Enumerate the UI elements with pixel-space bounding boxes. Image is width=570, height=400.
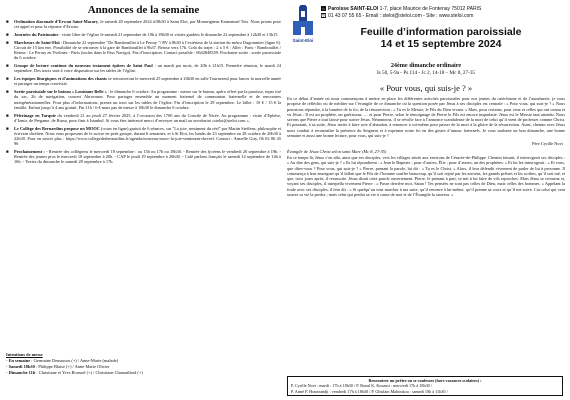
phone-icon: ☎	[321, 12, 326, 18]
announcement-head: Pèlerinage en Turquie	[14, 112, 56, 118]
announcement-head: Prochainement :	[14, 149, 45, 155]
announcement-item	[6, 89, 281, 110]
announcement-item	[6, 126, 281, 147]
announcement-head: Sortie paroissiale sur le bateau « Louisiane Belle »	[14, 89, 107, 95]
sunday-readings: Is 50, 5-9a - Ps 114 - Jc 2, 14-18 – Mc 8, 27-35	[376, 69, 476, 76]
announcement-item	[6, 32, 281, 37]
parish-info	[321, 6, 561, 19]
parish-name: Paroisse SAINT-ELOI	[328, 6, 379, 12]
intention-row: - Dimanche 11h : Christiane et Yves Roussel (+) / Christiane Chamaillard (+)	[6, 370, 143, 375]
announcement-item	[6, 40, 281, 61]
announcement-item	[6, 63, 281, 73]
announcement-text: : un mardi par mois, de 20h à 21h15. Première réunion, le mardi 24 septembre. Des tracts sont à votre disposition sur les tables de l’église.	[14, 63, 281, 74]
intention-label: Dimanche 11h	[8, 370, 36, 375]
editorial-signature: Père Cyrille Novi	[532, 141, 563, 147]
intention-text: : Christiane et Yves Roussel (+) / Christiane Chamaillard (+)	[35, 370, 143, 375]
parish-header	[287, 3, 565, 59]
announcements-column	[6, 4, 281, 398]
announcements-title: Annonces de la semaine	[87, 4, 200, 16]
bulletin-title	[321, 26, 561, 50]
announcement-head: Les équipes liturgiques et d’animations des chants	[14, 76, 107, 82]
church-icon	[289, 5, 317, 45]
intention-text: : Germaine Demassou (+) / Anne-Marie (malade)	[30, 358, 119, 363]
announcement-head: Groupe de lecture continue du nouveau testament épitres de Saint Paul	[14, 63, 153, 69]
announcement-head: Le Collège des Bernardins propose un MOOC	[14, 125, 100, 131]
parish-address: 1-7, place Maurice de Fontenay 75012 PARIS	[378, 6, 482, 12]
meet-priest-title: Rencontrer un prêtre ou se confesser (hors vacances scolaires) :	[368, 377, 482, 383]
mass-intentions	[6, 352, 186, 376]
editorial-quote: « Pour vous, qui suis-je ? »	[379, 83, 473, 94]
info-column	[287, 3, 565, 398]
announcement-text: : visite libre de l’église le samedi 21 septembre de 10h à 18h30 et visites guidées le dimanche 22 septembre à 12h30 et 13h15.	[58, 32, 279, 37]
bulletin-dates: 14 et 15 septembre 2024	[380, 38, 502, 50]
sunday-box	[329, 61, 523, 78]
announcement-text: du vendredi 21 au jeudi 27 février 2025, à l’occasion des 1700 ans du Concile de Nicée. Au programme : visite d’Ephèse, d’Izmir, de Pergame, de Bursa, pour finir à Istanbul. Si vous êtes intéressé merci d’envoyer un mail au secrétariat »steloi@steloi.com ».	[14, 112, 281, 123]
parish-contact: 01 43 07 55 65 - Email : steloi@steloi.com - Site : www.steloi.com	[328, 12, 474, 19]
announcement-item	[6, 149, 281, 165]
sunday-name: 24ème dimanche ordinaire	[390, 62, 462, 69]
intention-row: - En semaine : Germaine Demassou (+) / Anne-Marie (malade)	[6, 358, 119, 363]
announcement-text: (cours en ligne) gratuit de 6 séances, sur "La joie, sentiment du réel" par Martin Steffens, philosophe et écrivain chrétien. Nous vous proposons de le suivre en petit groupe, durant 6 semaines, et à St Eloi, les lundis du 23 septembre au 28 octobre de 20h30 à 22h30. Pour en savoir plus : https://www.collegedesbernardins.fr/agenda/nouveau-mooc-la-joie-sentiment-du-reel. Contact : Armelle Giry, 06 02 86 45 96	[14, 125, 281, 147]
intention-row: - Samedi 18h30 : Philippe Blaise (+) / Anne-Marie Olivier	[6, 364, 110, 369]
gospel-text: En ce temps-là, Jésus s’en alla, ainsi que ses disciples, vers les villages situés aux environs de Césarée-de-Philippe. Chemin faisant, il interrogeait ses disciples : « Au dire des gens, qui suis-je ? » Ils lui répondirent : « Jean le Baptiste ; pour d’autres, Élie ; pour d’autres, un des prophètes. » Et lui les interrogeait : « Et vous, que dites-vous ? Pour vous, qui suis-je ? » Pierre, prenant la parole, lui dit : « Tu es le Christ. » Alors, il leur défendit vivement de parler de lui à personne. Il commença à leur enseigner qu’il fallait que le Fils de l’homme souffre beaucoup, qu’il soit rejeté par les anciens, les grands prêtres et les scribes, qu’il soit tué, et que, trois jours après, il ressuscite. Jésus disait cette parole ouvertement. Pierre, le prenant à part, se mit à lui faire de vifs reproches. Mais Jésus se retourna et, voyant ses disciples, il interpella vivement Pierre : « Passe derrière moi, Satan ! Tes pensées ne sont pas celles de Dieu, mais celles des hommes. » Appelant la foule avec ses disciples, il leur dit : « Si quelqu’un veut marcher à ma suite, qu’il renonce à lui-même, qu’il prenne sa croix et qu’il me suive. Car celui qui veut sauver sa vie la perdra ; mais celui qui perdra sa vie à cause de moi et de l’Évangile la sauvera. »	[287, 155, 565, 197]
announcement-head: Ordination diaconale d’Erwan Saint-Macary	[14, 19, 99, 24]
announcement-item	[6, 113, 281, 123]
mass-intentions-title: Intentions de messe	[6, 352, 43, 357]
meet-priest-box	[287, 376, 563, 396]
meet-priest-line: P. Aimé F. Houezandji : vendredi 17h à 18h30 / P. Ghislain Mahoukou : samedi 10h à 11h30 /	[291, 388, 448, 394]
editorial-text: En ce début d’année où nous commençons à mettre en place les différentes activités paroissiales pour nos jeunes du catéchisme et de l’aumônerie, je vous propose de réfléchir ou de méditer sur l’évangile de ce dimanche où la question posée par Jésus à ses disciples est centrale : « Pour vous, qui suis-je ? » Nous pourrions répondre, à la lumière de la foi, de la résurrection : « Tu es le Messie, le Fils du Dieu vivant. » Mais, pour certains, pour ceux et celles qui ont connu et vu Jésus : Il est un prophète, un guérisseur, … et pour Pierre, selon le témoignage de Pierre le Fils est encore imparfaite. Jésus est le Messie tant attendu. Nous savons que Pierre a tout laissé pour suivre Jésus. Néanmoins, il se révolte face à l’annonce scandaleuse de la mort de celui qu’il vient de professer comme Christ. Et pourtant, à sa suite, Jésus invite à faire acte d’abandon, à renoncer à soi-même pour passer de la mort à la gloire de la résurrection. Ainsi, chemin avec Jésus nous conduit à reconnaître la présence du Seigneur et à exprimer notre foi en des gestes d’amour fraternels. Je vous souhaite un bon dimanche, une bonne semaine et aussi une bonne lecture, pour vous, qui suis-je ?	[287, 96, 565, 138]
bulletin-title-line1: Feuille d’information paroissiale	[360, 26, 522, 38]
home-icon: ⌂	[322, 6, 325, 12]
intention-text: : Philippe Blaise (+) / Anne-Marie Olivier	[34, 364, 110, 369]
announcement-item	[6, 76, 281, 86]
intention-label: Samedi 18h30	[8, 364, 35, 369]
announcement-item	[6, 19, 281, 29]
announcement-text: : le dimanche 6 octobre. Au programme : messe sur le bateau, apéro offert par la paroisse, repas tiré du sac, 2h de navigation, concert Abravanas. Pour partager ensemble un moment fraternel de communion fraternelle et de rencontres intergénérationnelles. Pour plus d’informations, prenez un tract sur les tables de l’église. Fin d’inscription le 29 septembre. Le billet : 10 € / 15 € la famille. Enfant jusqu’à 4 ans gratuit. Fin 11h / 6 € mars pas de messe à 10h30 le dimanche 6 octobre.	[14, 89, 281, 110]
announcement-text: : Dimanche 22 septembre "De Rambouillet à Le Perray "/ RV à 8h30 à l’extérieur de la station du métro Dugommier (ligne 6). Circuit de 15 km env. Possibilité de se retrouver à la gare de Rambouillet à 9h37. Retour vers 17h. Coût du trajet : 2 x 5 € : Aller : Paris - Rambouillet / Retour : Le Perray en Yvelines - Paris (inclus dans le Pass Navigo). Pas d’inscription. Contact possible : 0642848359. Prochaine sortie : sortie paroissiale du 6 octobre.	[14, 39, 281, 61]
logo-caption: Saint-Eloi	[292, 38, 314, 43]
announcement-text: , le samedi 28 septembre 2024 à18h30 à Saint Eloi, par Monseigneur Emmanuel Tois. Nous prions pour cet appel et pour la réponse d’Erwan.	[14, 19, 281, 30]
gospel-title: Évangile de Jésus Christ selon saint Marc (Mc 8, 27-35)	[287, 149, 387, 155]
announcement-text: se retrouveront le mercredi 25 septembre à 20h30 en salle Tourneseul pour lancer la nouvelle année et partager un temps convivial.	[14, 76, 281, 87]
announcement-head: Marcheurs de Saint-Eloi	[14, 39, 60, 45]
announcements-list	[6, 19, 281, 165]
meet-priest-line: P. Cyrille Novi : mardi : 17h à 18h30 / P. Raoul K. Kouassi : mercredi 17h à 18h30 /	[291, 383, 432, 389]
parish-logo	[289, 5, 317, 45]
intention-label: En semaine	[8, 358, 31, 363]
announcement-text: - Rentrée des collégiens le mercredi 18 septembre : ou 15h ou 17h ou 18h30. - Rentrée des lycéens le vendredi 20 septembre à 19h. - Rentrée des jeunes pros le mercredi 18 septembre à 20h. - CAP le jeudi 19 septembre à 20h30. - Café parlons français le samedi 14 septembre de 14h à 16h. - Textes du dimanche le samedi 28 septembre à 17h.	[14, 149, 281, 165]
announcement-head: Journées du Patrimoine	[14, 32, 59, 37]
